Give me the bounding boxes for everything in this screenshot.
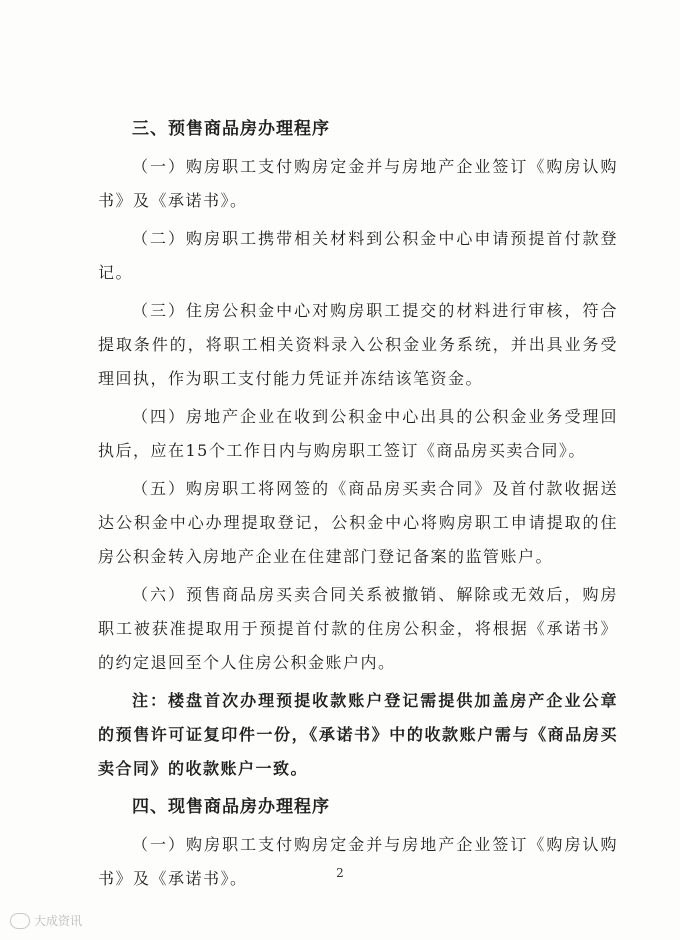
paragraph-presale-5: （五）购房职工将网签的《商品房买卖合同》及首付款收据送达公积金中心办理提取登记，公积金中心将购房职工申请提取的住房公积金转入房地产企业在住建部门登记备案的监管账户。 (98, 479, 618, 566)
document-body (98, 112, 618, 900)
paragraph-existing-1: （一）购房职工支付购房定金并与房地产企业签订《购房认购书》及《承诺书》。 (98, 835, 618, 888)
section-heading-presale: 三、预售商品房办理程序 (132, 119, 330, 139)
watermark-logo-icon (10, 913, 30, 929)
watermark (10, 912, 82, 929)
paragraph-presale-note: 注：楼盘首次办理预提收款账户登记需提供加盖房产企业公章的预售许可证复印件一份，《承诺书》中的收款账户需与《商品房买卖合同》的收款账户一致。 (98, 691, 618, 778)
paragraph-presale-4: （四）房地产企业在收到公积金中心出具的公积金业务受理回执后，应在15个工作日内与购房职工签订《商品房买卖合同》。 (98, 407, 618, 460)
watermark-text: 大成资讯 (34, 914, 83, 928)
section-heading-existing: 四、现售商品房办理程序 (132, 797, 330, 817)
paragraph-presale-2: （二）购房职工携带相关材料到公积金中心申请预提首付款登记。 (98, 229, 618, 282)
paragraph-presale-3: （三）住房公积金中心对购房职工提交的材料进行审核，符合提取条件的，将职工相关资料录入公积金业务系统，并出具业务受理回执，作为职工支付能力凭证并冻结该笔资金。 (98, 301, 618, 388)
paragraph-presale-6: （六）预售商品房买卖合同关系被撤销、解除或无效后，购房职工被获准提取用于预提首付款的住房公积金，将根据《承诺书》的约定退回至个人住房公积金账户内。 (98, 585, 618, 672)
paragraph-presale-1: （一）购房职工支付购房定金并与房地产企业签订《购房认购书》及《承诺书》。 (98, 157, 618, 210)
page-number: 2 (336, 866, 344, 880)
